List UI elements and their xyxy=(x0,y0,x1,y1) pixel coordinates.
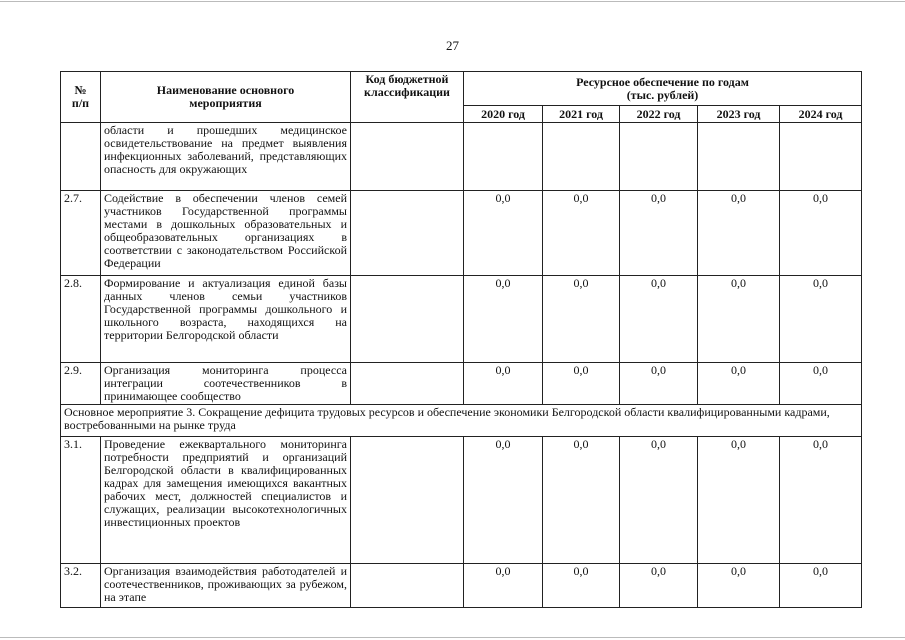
page-number: 27 xyxy=(446,38,459,53)
page-edge-bottom xyxy=(0,637,905,638)
table-row xyxy=(61,276,862,363)
row-value: 0,0 xyxy=(620,564,698,608)
row-value xyxy=(620,123,698,191)
section-title: Основное мероприятие 3. Сокращение дефицита трудовых ресурсов и обеспечение экономики Белгородской области квалифицированными кадрами, востребованными на рынке труда xyxy=(61,405,862,437)
row-value: 0,0 xyxy=(698,191,780,276)
row-num: 3.1. xyxy=(61,437,101,564)
header-resources xyxy=(464,72,862,106)
row-value: 0,0 xyxy=(464,276,543,363)
row-name: области и прошедших медицинское освидетельствование на предмет выявления инфекционных заболеваний, представляющих опасность для окружающих xyxy=(101,123,351,191)
row-name: Содействие в обеспечении членов семей участников Государственной программы местами в дошкольных образовательных и общеобразовательных организациях в соответствии с законодательством Российской Федерации xyxy=(101,191,351,276)
row-value: 0,0 xyxy=(464,437,543,564)
row-value: 0,0 xyxy=(620,276,698,363)
row-num xyxy=(61,123,101,191)
page-edge-top xyxy=(0,1,905,2)
row-value: 0,0 xyxy=(543,191,620,276)
row-num: 2.7. xyxy=(61,191,101,276)
header-year: 2021 год xyxy=(543,106,620,123)
row-value: 0,0 xyxy=(543,363,620,405)
row-code xyxy=(351,191,464,276)
row-value xyxy=(780,123,862,191)
row-num: 2.8. xyxy=(61,276,101,363)
row-value: 0,0 xyxy=(780,564,862,608)
row-value: 0,0 xyxy=(620,437,698,564)
resource-table xyxy=(60,71,862,608)
header-resources-line1: Ресурсное обеспечение по годам xyxy=(576,74,749,89)
table-row xyxy=(61,437,862,564)
row-value: 0,0 xyxy=(464,363,543,405)
header-code-line1: Код бюджетной xyxy=(365,72,449,86)
section-row xyxy=(61,405,862,437)
row-value: 0,0 xyxy=(543,276,620,363)
table-row xyxy=(61,191,862,276)
header-year: 2022 год xyxy=(620,106,698,123)
row-value: 0,0 xyxy=(543,564,620,608)
row-num: 3.2. xyxy=(61,564,101,608)
header-year: 2020 год xyxy=(464,106,543,123)
header-resources-line2: (тыс. рублей) xyxy=(626,87,699,102)
row-name: Организация взаимодействия работодателей и соотечественников, проживающих за рубежом, на этапе xyxy=(101,564,351,608)
table-row xyxy=(61,363,862,405)
row-value: 0,0 xyxy=(620,363,698,405)
row-name: Формирование и актуализация единой базы данных членов семьи участников Государственной программы дошкольного и школьного возраста, находящихся на территории Белгородской области xyxy=(101,276,351,363)
header-year: 2023 год xyxy=(698,106,780,123)
row-value: 0,0 xyxy=(698,564,780,608)
row-value: 0,0 xyxy=(620,191,698,276)
row-value: 0,0 xyxy=(543,437,620,564)
row-code xyxy=(351,437,464,564)
row-name: Организация мониторинга процесса интеграции соотечественников в принимающее сообщество xyxy=(101,363,351,405)
header-num-line2: п/п xyxy=(71,96,90,110)
row-value: 0,0 xyxy=(464,191,543,276)
header-year: 2024 год xyxy=(780,106,862,123)
header-code xyxy=(351,72,464,123)
row-value: 0,0 xyxy=(698,276,780,363)
table-row xyxy=(61,564,862,608)
header-name-line2: мероприятия xyxy=(189,96,262,110)
row-code xyxy=(351,363,464,405)
row-value: 0,0 xyxy=(780,276,862,363)
row-value: 0,0 xyxy=(464,564,543,608)
row-value: 0,0 xyxy=(780,191,862,276)
row-code xyxy=(351,276,464,363)
header-name xyxy=(101,72,351,123)
row-name: Проведение ежеквартального мониторинга потребности предприятий и организаций Белгородской области в квалифицированных кадрах для замещения имеющихся вакантных рабочих мест, должностей специалистов и служащих, реализации высокотехнологичных инвестиционных проектов xyxy=(101,437,351,564)
row-value: 0,0 xyxy=(698,437,780,564)
table-row xyxy=(61,123,862,191)
header-num xyxy=(61,72,101,123)
row-value xyxy=(543,123,620,191)
header-code-line2: классификации xyxy=(364,85,450,99)
row-num: 2.9. xyxy=(61,363,101,405)
row-code xyxy=(351,123,464,191)
header-name-line1: Наименование основного xyxy=(156,83,295,97)
row-value xyxy=(698,123,780,191)
row-value: 0,0 xyxy=(698,363,780,405)
row-value: 0,0 xyxy=(780,363,862,405)
row-code xyxy=(351,564,464,608)
row-value: 0,0 xyxy=(780,437,862,564)
header-num-line1: № xyxy=(74,83,87,97)
row-value xyxy=(464,123,543,191)
